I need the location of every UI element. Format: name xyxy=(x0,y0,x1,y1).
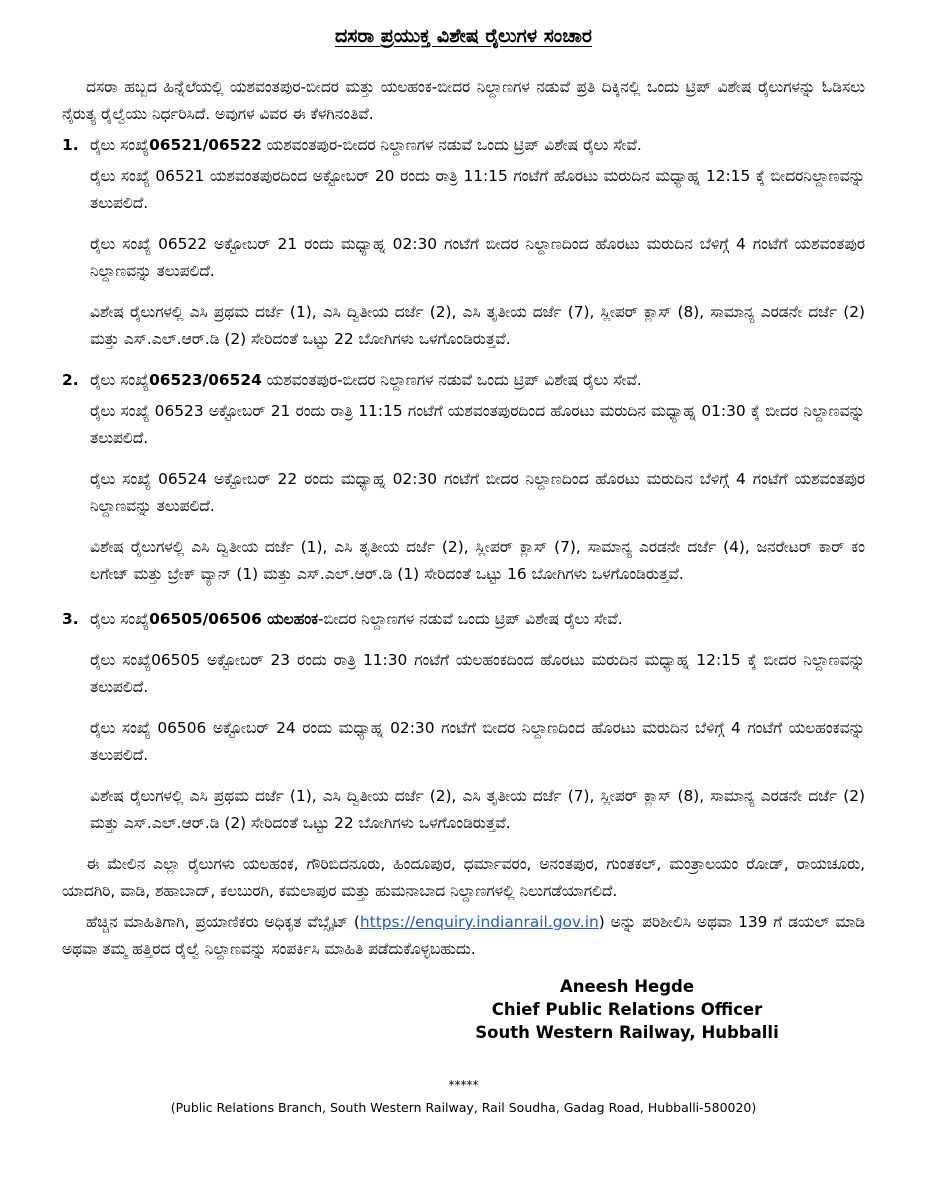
section-1-prefix: ರೈಲು ಸಂಖ್ಯೆ xyxy=(90,136,150,154)
signatory-name: Aneesh Hegde xyxy=(559,977,695,996)
section-1-train-number: 06521/06522 xyxy=(149,136,262,154)
enquiry-website-link[interactable]: https://enquiry.indianrail.gov.in xyxy=(359,913,599,931)
signatory-designation: Chief Public Relations Officer xyxy=(491,1000,763,1019)
document-title: ದಸರಾ ಪ್ರಯುಕ್ತ ವಿಶೇಷ ರೈಲುಗಳ ಸಂಚಾರ xyxy=(335,25,592,47)
intro-paragraph: ದಸರಾ ಹಬ್ಬದ ಹಿನ್ನೆಲೆಯಲ್ಲಿ ಯಶವಂತಪುರ-ಬೀದರ ಮತ್ತು ಯಲಹಂಕ-ಬೀದರ ನಿಲ್ದಾಣಗಳ ನಡುವೆ ಪ್ರತಿ ದಿಕ್ಕಿನಲ್ಲಿ ಒಂದು ಟ್ರಿಪ್ ವಿಶೇಷ ರೈಲುಗಳನ್ನು ಓಡಿಸಲು ನೈರುತ್ಯ ರೈಲ್ವೆಯು ನಿರ್ಧರಿಸಿದೆ. ಅವುಗಳ ವಿವರ ಈ ಕೆಳಗಿನಂತಿವೆ. xyxy=(62,78,865,123)
signatory-organization: South Western Railway, Hubballi xyxy=(475,1023,779,1042)
section-1-paragraph-3: ವಿಶೇಷ ರೈಲುಗಳಲ್ಲಿ ಎಸಿ ಪ್ರಥಮ ದರ್ಜೆ (1), ಎಸಿ ದ್ವಿತೀಯ ದರ್ಜೆ (2), ಎಸಿ ತೃತೀಯ ದರ್ಜೆ (7), ಸ್ಲೀಪರ್ ಕ್ಲಾಸ್ (8), ಸಾಮಾನ್ಯ ಎರಡನೇ ದರ್ಜೆ (2) ಮತ್ತು ಎಸ್.ಎಲ್.ಆರ್.ಡಿ (2) ಸೇರಿದಂತೆ ಒಟ್ಟು 22 ಬೋಗಿಗಳು ಒಳಗೊಂಡಿರುತ್ತವೆ. xyxy=(90,303,865,348)
section-1-paragraph-1: ರೈಲು ಸಂಖ್ಯೆ 06521 ಯಶವಂತಪುರದಿಂದ ಅಕ್ಟೋಬರ್ 20 ರಂದು ರಾತ್ರಿ 11:15 ಗಂಟೆಗೆ ಹೊರಟು ಮರುದಿನ ಮಧ್ಯಾಹ್ನ 12:15 ಕ್ಕೆ ಬೀದರನಿಲ್ದಾಣವನ್ನು ತಲುಪಲಿದೆ. xyxy=(90,167,865,212)
section-1-paragraph-2: ರೈಲು ಸಂಖ್ಯೆ 06522 ಅಕ್ಟೋಬರ್ 21 ರಂದು ಮಧ್ಯಾಹ್ನ 02:30 ಗಂಟೆಗೆ ಬೀದರ ನಿಲ್ದಾಣದಿಂದ ಹೊರಟು ಮರುದಿನ ಬೆಳಿಗ್ಗೆ 4 ಗಂಟೆಗೆ ಯಶವಂತಪುರ ನಿಲ್ದಾಣವನ್ನು ತಲುಪಲಿದೆ. xyxy=(90,235,865,280)
section-2-train-number: 06523/06524 xyxy=(149,371,262,389)
section-1-route: ಯಶವಂತಪುರ-ಬೀದರ ನಿಲ್ದಾಣಗಳ ನಡುವೆ ಒಂದು ಟ್ರಿಪ್ ವಿಶೇಷ ರೈಲು ಸೇವೆ. xyxy=(261,136,642,154)
info-paragraph xyxy=(62,909,865,963)
section-3-paragraph-3: ವಿಶೇಷ ರೈಲುಗಳಲ್ಲಿ ಎಸಿ ಪ್ರಥಮ ದರ್ಜೆ (1), ಎಸಿ ದ್ವಿತೀಯ ದರ್ಜೆ (2), ಎಸಿ ತೃತೀಯ ದರ್ಜೆ (7), ಸ್ಲೀಪರ್ ಕ್ಲಾಸ್ (8), ಸಾಮಾನ್ಯ ಎರಡನೇ ದರ್ಜೆ (2) ಮತ್ತು ಎಸ್.ಎಲ್.ಆರ್.ಡಿ (2) ಸೇರಿದಂತೆ ಒಟ್ಟು 22 ಬೋಗಿಗಳು ಒಳಗೊಂಡಿರುತ್ತವೆ. xyxy=(90,787,865,832)
section-2-route: ಯಶವಂತಪುರ-ಬೀದರ ನಿಲ್ದಾಣಗಳ ನಡುವೆ ಒಂದು ಟ್ರಿಪ್ ವಿಶೇಷ ರೈಲು ಸೇವೆ. xyxy=(261,371,642,389)
info-text-after: ) ಅನ್ನು ಪರಿಶೀಲಿಸಿ ಅಥವಾ 139 ಗೆ ಡಯಲ್ ಮಾಡಿ ಅಥವಾ ತಮ್ಮ ಹತ್ತಿರದ ರೈಲ್ವೆ ನಿಲ್ದಾಣವನ್ನು ಸಂಪರ್ಕಿಸಿ ಮಾಹಿತಿ ಪಡೆದುಕೊಳ್ಳಬಹುದು. xyxy=(62,913,865,958)
section-2-prefix: ರೈಲು ಸಂಖ್ಯೆ xyxy=(90,371,150,389)
section-3-train-number: 06505/06506 ಯಲಹಂಕ xyxy=(149,610,318,628)
section-1-number: 1. xyxy=(62,136,79,154)
signature-block xyxy=(472,975,782,1044)
stops-paragraph: ಈ ಮೇಲಿನ ಎಲ್ಲಾ ರೈಲುಗಳು ಯಲಹಂಕ, ಗೌರಿಬಿದನೂರು, ಹಿಂದೂಪುರ, ಧರ್ಮಾವರಂ, ಅನಂತಪುರ, ಗುಂತಕಲ್, ಮಂತ್ರಾಲಯಂ ರೋಡ್, ರಾಯಚೂರು, ಯಾದಗಿರಿ, ವಾಡಿ, ಶಹಾಬಾದ್, ಕಲಬುರಗಿ, ಕಮಲಾಪುರ ಮತ್ತು ಹುಮನಾಬಾದ ನಿಲ್ದಾಣಗಳಲ್ಲಿ ನಿಲುಗಡೆಯಾಗಲಿದೆ. xyxy=(62,855,865,900)
section-2-heading xyxy=(62,367,865,394)
section-3-route: -ಬೀದರ ನಿಲ್ದಾಣಗಳ ನಡುವೆ ಒಂದು ಟ್ರಿಪ್ ವಿಶೇಷ ರೈಲು ಸೇವೆ. xyxy=(318,610,623,628)
section-2-paragraph-2: ರೈಲು ಸಂಖ್ಯೆ 06524 ಅಕ್ಟೋಬರ್ 22 ರಂದು ಮಧ್ಯಾಹ್ನ 02:30 ಗಂಟೆಗೆ ಬೀದರ ನಿಲ್ದಾಣದಿಂದ ಹೊರಟು ಮರುದಿನ ಬೆಳಿಗ್ಗೆ 4 ಗಂಟೆಗೆ ಯಶವಂತಪುರ ನಿಲ್ದಾಣವನ್ನು ತಲುಪಲಿದೆ. xyxy=(90,470,865,515)
section-3-number: 3. xyxy=(62,610,79,628)
press-release xyxy=(62,22,865,1044)
section-3-paragraph-1: ರೈಲು ಸಂಖ್ಯೆ06505 ಅಕ್ಟೋಬರ್ 23 ರಂದು ರಾತ್ರಿ 11:30 ಗಂಟೆಗೆ ಯಲಹಂಕದಿಂದ ಹೊರಟು ಮರುದಿನ ಮಧ್ಯಾಹ್ನ 12:15 ಕ್ಕೆ ಬೀದರ ನಿಲ್ದಾಣವನ್ನು ತಲುಪಲಿದೆ. xyxy=(90,651,865,696)
section-3-paragraph-2: ರೈಲು ಸಂಖ್ಯೆ 06506 ಅಕ್ಟೋಬರ್ 24 ರಂದು ಮಧ್ಯಾಹ್ನ 02:30 ಗಂಟೆಗೆ ಬೀದರ ನಿಲ್ದಾಣದಿಂದ ಹೊರಟು ಮರುದಿನ ಬೆಳಿಗ್ಗೆ 4 ಗಂಟೆಗೆ ಯಲಹಂಕವನ್ನು ತಲುಪಲಿದೆ. xyxy=(90,719,865,764)
info-text-before: ಹೆಚ್ಚಿನ ಮಾಹಿತಿಗಾಗಿ, ಪ್ರಯಾಣಿಕರು ಅಧಿಕೃತ ವೆಬ್ಸೈಟ್ ( xyxy=(86,913,360,931)
separator-stars: ***** xyxy=(448,1078,479,1092)
section-2-number: 2. xyxy=(62,371,79,389)
section-2-paragraph-1: ರೈಲು ಸಂಖ್ಯೆ 06523 ಅಕ್ಟೋಬರ್ 21 ರಂದು ರಾತ್ರಿ 11:15 ಗಂಟೆಗೆ ಯಶವಂತಪುರದಿಂದ ಹೊರಟು ಮರುದಿನ ಮಧ್ಯಾಹ್ನ 01:30 ಕ್ಕೆ ಬೀದರ ನಿಲ್ದಾಣವನ್ನು ತಲುಪಲಿದೆ. xyxy=(90,402,865,447)
section-1-heading xyxy=(62,132,865,159)
footer-address: (Public Relations Branch, South Western Railway, Rail Soudha, Gadag Road, Hubballi-580020) xyxy=(170,1100,757,1115)
section-3-heading xyxy=(62,606,865,633)
section-2-paragraph-3: ವಿಶೇಷ ರೈಲುಗಳಲ್ಲಿ ಎಸಿ ದ್ವಿತೀಯ ದರ್ಜೆ (1), ಎಸಿ ತೃತೀಯ ದರ್ಜೆ (2), ಸ್ಲೀಪರ್ ಕ್ಲಾಸ್ (7), ಸಾಮಾನ್ಯ ಎರಡನೇ ದರ್ಜೆ (4), ಜನರೇಟರ್ ಕಾರ್ ಕಂ ಲಗೇಜ್ ಮತ್ತು ಬ್ರೇಕ್ ವ್ಯಾನ್ (1) ಮತ್ತು ಎಸ್.ಎಲ್.ಆರ್.ಡಿ (1) ಸೇರಿದಂತೆ ಒಟ್ಟು 16 ಬೋಗಿಗಳು ಒಳಗೊಂಡಿರುತ್ತವೆ. xyxy=(90,538,865,583)
section-3-prefix: ರೈಲು ಸಂಖ್ಯೆ xyxy=(90,610,150,628)
